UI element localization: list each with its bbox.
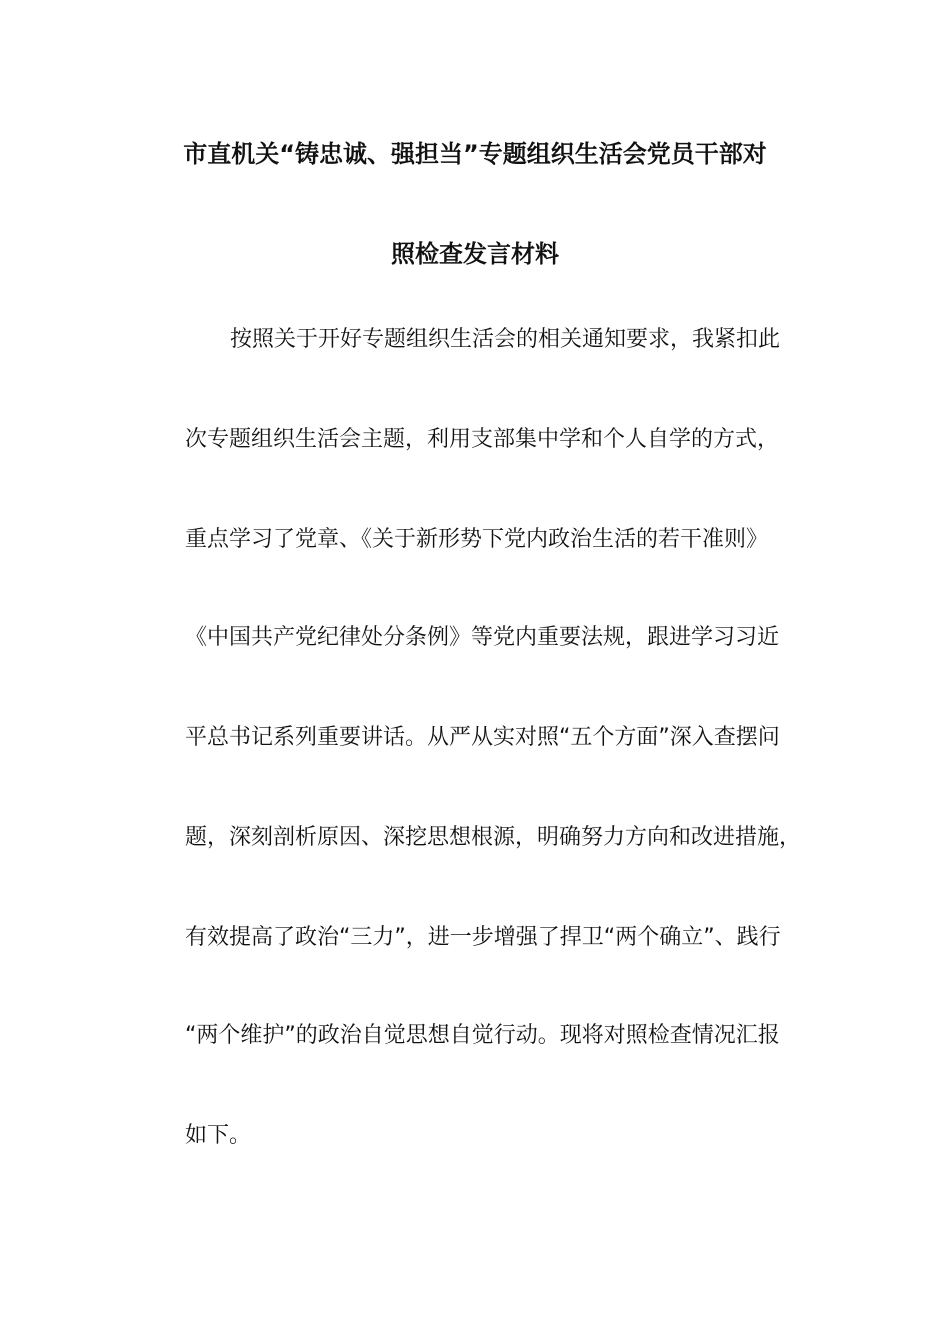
body-line-7: 有效提高了政治“三力”，进一步增强了捍卫“两个确立”、践行 bbox=[185, 925, 781, 950]
body-line-3: 重点学习了党章、《关于新形势下党内政治生活的若干准则》 bbox=[185, 527, 769, 552]
body-line-9: 如下。 bbox=[185, 1123, 252, 1148]
body-line-4: 《中国共产党纪律处分条例》等党内重要法规，跟进学习习近 bbox=[185, 625, 780, 650]
body-line-6: 题，深刻剖析原因、深挖思想根源，明确努力方向和改进措施， bbox=[185, 825, 802, 850]
body-line-8: “两个维护”的政治自觉思想自觉行动。现将对照检查情况汇报 bbox=[185, 1023, 780, 1048]
document-title-line-1: 市直机关“铸忠诚、强担当”专题组织生活会党员干部对 bbox=[183, 140, 767, 168]
document-title-line-2: 照检查发言材料 bbox=[391, 240, 559, 268]
body-line-1: 按照关于开好专题组织生活会的相关通知要求，我紧扣此 bbox=[230, 327, 781, 352]
body-line-2: 次专题组织生活会主题，利用支部集中学和个人自学的方式， bbox=[185, 427, 780, 452]
body-line-5: 平总书记系列重要讲话。从严从实对照“五个方面”深入查摆问 bbox=[185, 725, 780, 750]
